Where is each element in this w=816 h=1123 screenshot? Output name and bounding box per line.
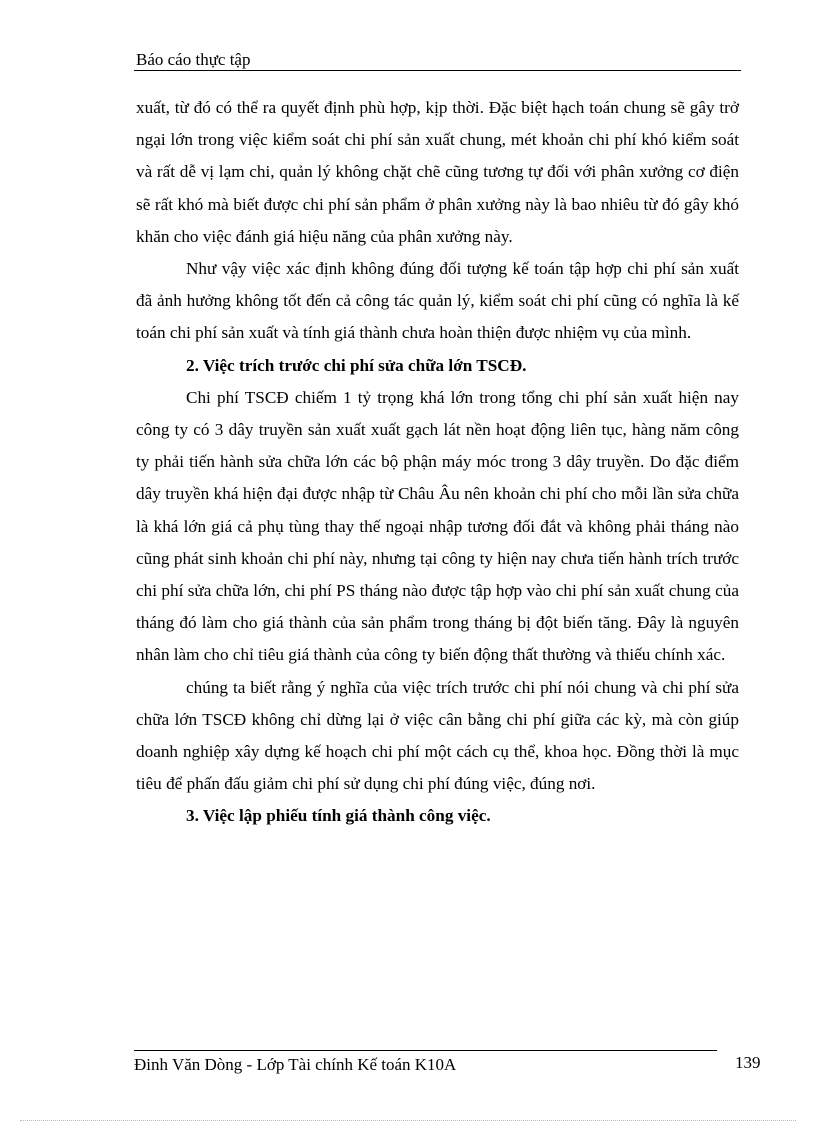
section-heading-3: 3. Việc lập phiếu tính giá thành công việc. [186, 806, 491, 826]
section-heading-2: 2. Việc trích trước chi phí sửa chữa lớn TSCĐ. [186, 355, 527, 375]
footer-author: Đinh Văn Dòng - Lớp Tài chính Kế toán K10A [134, 1055, 457, 1074]
header-divider [134, 70, 741, 71]
paragraph-1: xuất, từ đó có thể ra quyết định phù hợp, kịp thời. Đặc biệt hạch toán chung sẽ gây trở ngại lớn trong việc kiểm soát chi phí sản xuất chung, mét khoản chi phí khó kiểm soát và rất dễ vị lạm chi, quản lý không chặt chẽ cũng tương tự đối với phân xưởng cơ điện sẽ rất khó mà biết được chi phí sản phẩm ở phân xưởng này là bao nhiêu từ đó gây khó khăn cho việc đánh giá hiệu năng của phân xưởng này. [136, 98, 739, 246]
paragraph-3: Chi phí TSCĐ chiếm 1 tỷ trọng khá lớn trong tổng chi phí sản xuất hiện nay công ty có 3 dây truyền sản xuất xuất gạch lát nền hoạt động liên tục, hàng năm công ty phải tiến hành sửa chữa lớn các bộ phận máy móc trong 3 dây truyền. Do đặc điểm dây truyền khá hiện đại được nhập từ Châu Âu nên khoản chi phí cho mỗi lần sửa chữa là khá lớn giá cả phụ tùng thay thế ngoại nhập tương đối đắt và không phải tháng nào cũng phát sinh khoản chi phí này, nhưng tại công ty hiện nay chưa tiến hành trích trước chi phí sửa chữa lớn, chi phí PS tháng nào được tập hợp vào chi phí sản xuất chung của tháng đó làm cho giá thành của sản phẩm trong tháng bị đột biến tăng. Đây là nguyên nhân làm cho chỉ tiêu giá thành của công ty biến động thất thường và thiếu chính xác. [136, 387, 739, 665]
document-body [136, 92, 739, 833]
page-number: 139 [735, 1053, 761, 1072]
paragraph-4: chúng ta biết rằng ý nghĩa của việc trích trước chi phí nói chung và chi phí sửa chữa lớn TSCĐ không chỉ dừng lại ở việc cân bằng chi phí giữa các kỳ, mà còn giúp doanh nghiệp xây dựng kế hoạch chi phí một cách cụ thể, khoa học. Đồng thời là mục tiêu để phấn đấu giảm chi phí sử dụng chi phí đúng việc, đúng nơi. [136, 677, 739, 794]
page-header-title: Báo cáo thực tập [136, 50, 251, 69]
page-bottom-border [20, 1120, 796, 1121]
footer-divider [134, 1050, 717, 1051]
paragraph-2: Như vậy việc xác định không đúng đối tượng kế toán tập hợp chi phí sản xuất đã ảnh hưởng không tốt đến cả công tác quản lý, kiểm soát chi phí cũng có nghĩa là kế toán chi phí sản xuất và tính giá thành chưa hoàn thiện được nhiệm vụ của mình. [136, 259, 739, 343]
